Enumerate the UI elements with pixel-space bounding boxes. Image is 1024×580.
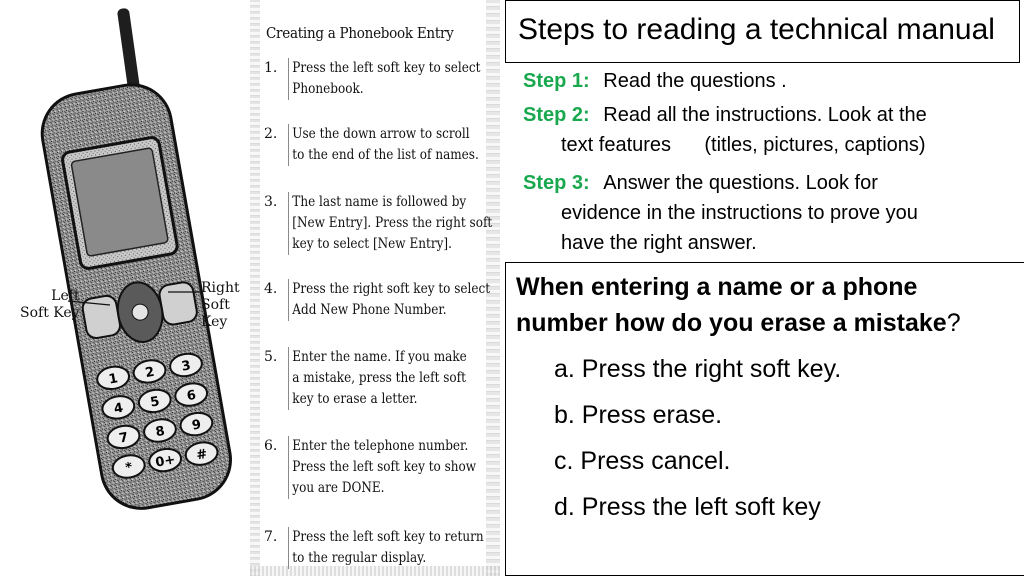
manual-step-text	[288, 279, 490, 321]
manual-step-number: 5.	[264, 349, 278, 365]
manual-step-line: Press the left soft key to return	[292, 529, 484, 545]
manual-step-number: 6.	[264, 438, 278, 454]
question-mark: ?	[946, 309, 961, 337]
phone-figure	[0, 0, 250, 576]
keypad-key-label: 4	[112, 400, 125, 418]
right-soft-key-callout	[201, 280, 250, 331]
manual-step-line: Phonebook.	[292, 81, 364, 97]
step-label: Step 1:	[523, 70, 590, 92]
step-text-cont: evidence in the instructions to prove you	[561, 202, 918, 224]
manual-step-line: key to select [New Entry].	[292, 236, 452, 252]
keypad-key-label: 5	[149, 394, 161, 411]
slide-title: Steps to reading a technical manual	[518, 13, 995, 46]
manual-title: Creating a Phonebook Entry	[266, 24, 454, 42]
answer-choice-b[interactable]: b. Press erase.	[554, 401, 723, 429]
left-soft-key-callout	[20, 288, 80, 322]
step-text-cont: have the right answer.	[561, 232, 757, 254]
manual-step-number: 2.	[264, 126, 278, 142]
step-label: Step 3:	[523, 172, 590, 194]
manual-step-line: The last name is followed by	[292, 194, 467, 210]
callout-line: Soft Key	[201, 297, 230, 330]
keypad-key-label: 8	[154, 423, 166, 441]
step-text: Answer the questions. Look for	[603, 172, 878, 194]
manual-step	[264, 279, 491, 321]
manual-step-line: Press the left soft key to select	[292, 60, 481, 76]
manual-step-text	[288, 347, 490, 410]
manual-step	[264, 58, 484, 100]
keypad-key-label: 1	[107, 371, 120, 388]
reading-step-3	[523, 168, 1003, 258]
manual-step	[264, 527, 484, 569]
manual-step	[264, 347, 484, 410]
keypad-key-label: #	[195, 446, 209, 464]
reading-steps	[505, 64, 1020, 260]
keypad-key-label: *	[124, 459, 134, 476]
right-soft-key	[158, 281, 198, 326]
question-box	[505, 262, 1024, 576]
manual-step-text	[288, 192, 493, 255]
manual-step-number: 3.	[264, 194, 278, 210]
manual-step-line: to the regular display.	[292, 550, 427, 566]
step-label: Step 2:	[523, 104, 590, 126]
reading-step-1	[523, 66, 1003, 96]
manual-step-line: Use the down arrow to scroll	[292, 126, 470, 142]
left-soft-key	[81, 294, 121, 339]
keypad-key-label: 2	[144, 364, 156, 382]
callout-line: Soft Key	[20, 305, 80, 321]
slide-title-box	[505, 0, 1020, 63]
reading-step-2	[523, 100, 1003, 160]
manual-step	[264, 124, 484, 166]
keypad-key-label: 0+	[154, 452, 177, 471]
step-text: Read all the instructions. Look at the	[603, 104, 927, 126]
manual-step-text	[288, 436, 490, 499]
manual-step-line: a mistake, press the left soft	[292, 370, 466, 386]
manual-step-line: you are DONE.	[292, 480, 385, 496]
manual-step-list	[264, 58, 493, 569]
step-text: Read the questions .	[603, 70, 787, 92]
answer-choice-c[interactable]: c. Press cancel.	[554, 447, 731, 475]
callout-line: Left	[51, 288, 80, 304]
manual-step-line: Enter the name. If you make	[292, 349, 467, 365]
manual-step-number: 4.	[264, 281, 278, 297]
answer-choice-a[interactable]: a. Press the right soft key.	[554, 355, 842, 383]
manual-step-number: 1.	[264, 60, 278, 76]
answer-choice-d[interactable]: d. Press the left soft key	[554, 493, 821, 521]
manual-step-text	[288, 58, 490, 100]
step-text-cont: text features (titles, pictures, captions)	[561, 134, 926, 156]
keypad-key-label: 6	[185, 387, 198, 405]
manual-step-line: [New Entry]. Press the right soft	[292, 215, 493, 231]
manual-step-line: key to erase a letter.	[292, 391, 418, 407]
manual-step	[264, 192, 493, 255]
keypad-key-label: 9	[190, 417, 203, 434]
manual-page-scan	[250, 0, 500, 576]
callout-line: Right	[201, 280, 240, 296]
keypad-key-label: 3	[180, 358, 193, 375]
manual-step-text	[288, 527, 490, 569]
keypad-key-label: 7	[118, 430, 130, 447]
manual-step-line: to the end of the list of names.	[292, 147, 479, 163]
question-bold: When entering a name or a phone number how do you erase a mistake	[516, 273, 947, 337]
manual-step-number: 7.	[264, 529, 278, 545]
question-text	[516, 269, 986, 341]
manual-step-line: Add New Phone Number.	[292, 302, 447, 318]
manual-step-text	[288, 124, 490, 166]
manual-step-line: Press the left soft key to show	[292, 459, 477, 475]
manual-step-line: Press the right soft key to select	[292, 281, 491, 297]
manual-step-line: Enter the telephone number.	[292, 438, 469, 454]
manual-step	[264, 436, 484, 499]
